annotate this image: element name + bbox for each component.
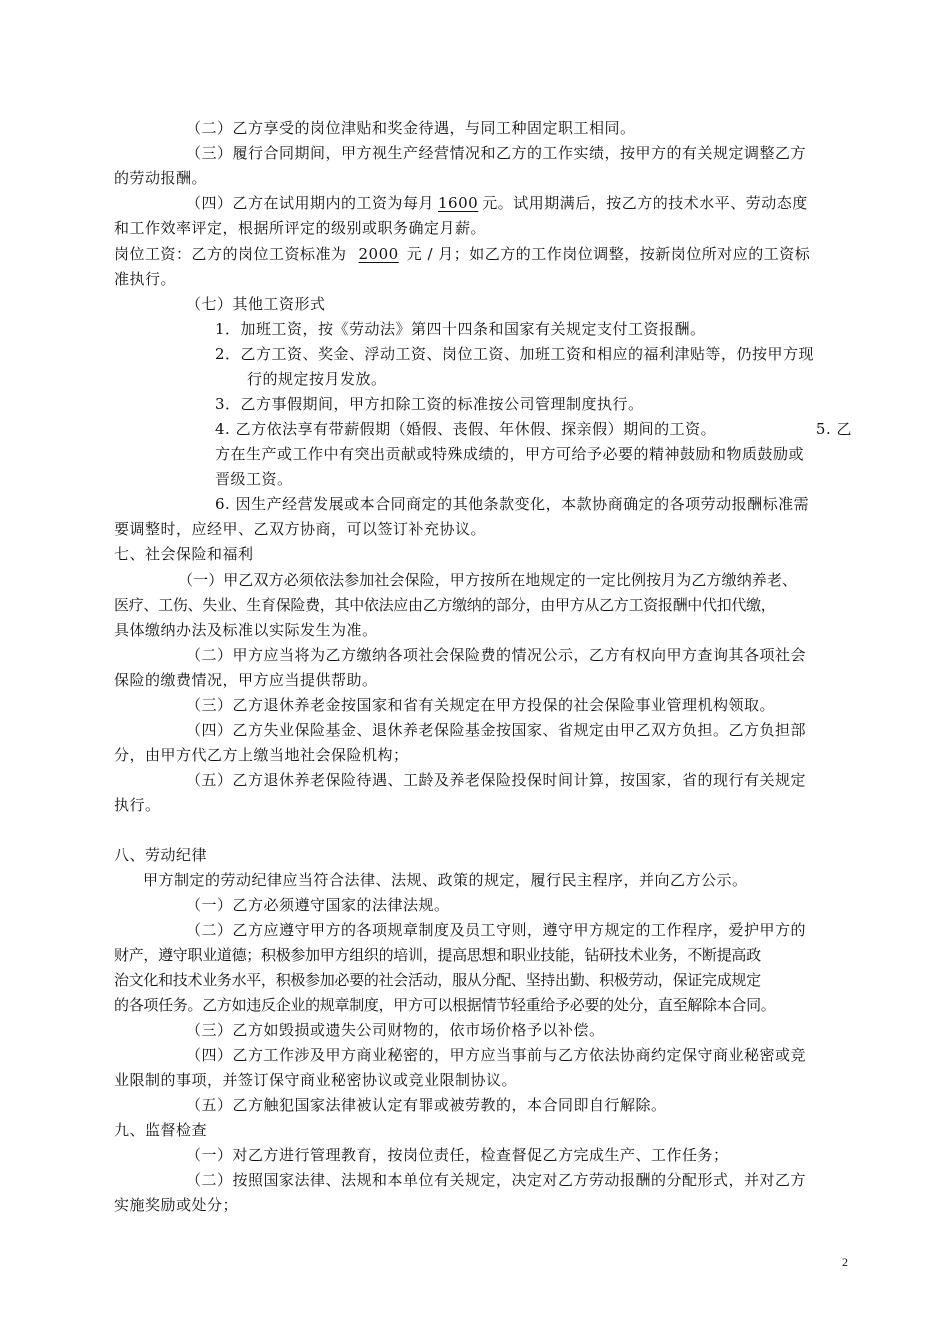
paragraph-line: 医疗、工伤、失业、生育保险费，其中依法应由乙方缴纳的部分，由甲方从乙方工资报酬中代扣代缴， [114,596,776,614]
paragraph-line: （三）履行合同期间，甲方视生产经营情况和乙方的工作实绩，按甲方的有关规定调整乙方 [186,144,807,162]
page-number: 2 [842,1255,848,1269]
paragraph-line: 执行。 [114,796,161,814]
section-heading: 七、社会保险和福利 [114,545,254,563]
list-item: 2．乙方工资、奖金、浮动工资、岗位工资、加班工资和相应的福利津贴等，仍按甲方现 [215,345,815,363]
paragraph-line: 实施奖励或处分； [114,1196,239,1214]
list-item: 6. 因生产经营发展或本合同商定的其他条款变化，本款协商确定的各项劳动报酬标准需 [215,495,810,513]
paragraph-line: （五）乙方退休养老保险待遇、工龄及养老保险投保时间计算，按国家，省的现行有关规定 [186,771,807,789]
list-item-continuation: 晋级工资。 [215,470,293,488]
paragraph-line [186,191,854,215]
list-item-number: 5. 乙 [815,420,852,438]
paragraph-line: 具体缴纳办法及标准以实际发生为准。 [114,621,378,639]
list-item-continuation: 行的规定按月发放。 [247,370,387,388]
section-heading: 八、劳动纪律 [114,846,208,864]
list-item: 3．乙方事假期间，甲方扣除工资的标准按公司管理制度执行。 [215,395,644,413]
list-item: 1．加班工资，按《劳动法》第四十四条和国家有关规定支付工资报酬。 [215,320,706,338]
paragraph-line: （五）乙方触犯国家法律被认定有罪或被劳教的，本合同即自行解除。 [186,1096,667,1114]
line-text: （四）乙方在试用期内的工资为每月 [186,194,435,212]
line-text: 4. 乙方依法享有带薪假期（婚假、丧假、年休假、探亲假）期间的工资。 [215,420,717,438]
paragraph-line: 保险的缴费情况，甲方应当提供帮助。 [114,671,378,689]
line-text: 元。试用期满后，按乙方的技术水平、劳动态度 [482,194,808,212]
section-subheading: （七）其他工资形式 [186,295,326,313]
paragraph-line: （四）乙方失业保险基金、退休养老保险基金按国家、省规定由甲乙双方负担。乙方负担部 [186,721,807,739]
trial-salary-value: 1600 [438,194,479,212]
paragraph-line: （一）对乙方进行管理教育，按岗位责任，检查督促乙方完成生产、工作任务； [186,1146,729,1164]
paragraph-line: 的劳动报酬。 [114,169,208,187]
paragraph-line: （三）乙方退休养老金按国家和省有关规定在甲方投保的社会保险事业管理机构领取。 [186,696,776,714]
paragraph-line: （一）乙方必须遵守国家的法律法规。 [186,896,450,914]
paragraph-line: 分，由甲方代乙方上缴当地社会保险机构； [114,746,409,764]
section-heading: 九、监督检查 [114,1121,208,1139]
paragraph-line: 治文化和技术业务水平，积极参加必要的社会活动，服从分配、坚持出勤、积极劳动，保证完成规定 [114,971,761,989]
paragraph-line: （二）乙方享受的岗位津贴和奖金待遇，与同工种固定职工相同。 [186,119,636,137]
paragraph-line: 财产，遵守职业道德；积极参加甲方组织的培训，提高思想和职业技能，钻研技术业务，不断提高政 [114,946,761,964]
paragraph-line: （四）乙方工作涉及甲方商业秘密的，甲方应当事前与乙方依法协商约定保守商业秘密或竞 [186,1046,807,1064]
paragraph-line: （二）乙方应遵守甲方的各项规章制度及员工守则，遵守甲方规定的工作程序，爱护甲方的 [186,921,807,939]
paragraph-line: （二）按照国家法律、法规和本单位有关规定，决定对乙方劳动报酬的分配形式，并对乙方 [186,1171,807,1189]
paragraph-line: 的各项任务。乙方如违反企业的规章制度，甲方可以根据情节轻重给予必要的处分，直至解除本合同。 [114,996,776,1014]
list-item [215,417,854,441]
paragraph-line: 要调整时，应经甲、乙双方协商，可以签订补充协议。 [114,520,487,538]
paragraph-line: 业限制的事项，并签订保守商业秘密协议或竞业限制协议。 [114,1071,518,1089]
post-salary-value: 2000 [358,245,399,263]
paragraph-line: 和工作效率评定，根据所评定的级别或职务确定月薪。 [114,219,487,237]
paragraph-line: 准执行。 [114,270,177,288]
line-text: 元 / 月；如乙方的工作岗位调整，按新岗位所对应的工资标 [406,245,811,263]
line-text: 岗位工资：乙方的岗位工资标准为 [114,245,347,263]
paragraph-line: （一）甲乙双方必须依法参加社会保险，甲方按所在地规定的一定比例按月为乙方缴纳养老、 [178,571,798,589]
list-item-continuation: 方在生产或工作中有突出贡献或特殊成绩的，甲方可给予必要的精神鼓励和物质鼓励或 [215,445,805,463]
paragraph-line: 甲方制定的劳动纪律应当符合法律、法规、政策的规定，履行民主程序，并向乙方公示。 [143,871,748,889]
paragraph-line: （二）甲方应当将为乙方缴纳各项社会保险费的情况公示，乙方有权向甲方查询其各项社会 [186,646,807,664]
paragraph-line: （三）乙方如毁损或遗失公司财物的，依市场价格予以补偿。 [186,1021,605,1039]
paragraph-line [114,242,854,266]
